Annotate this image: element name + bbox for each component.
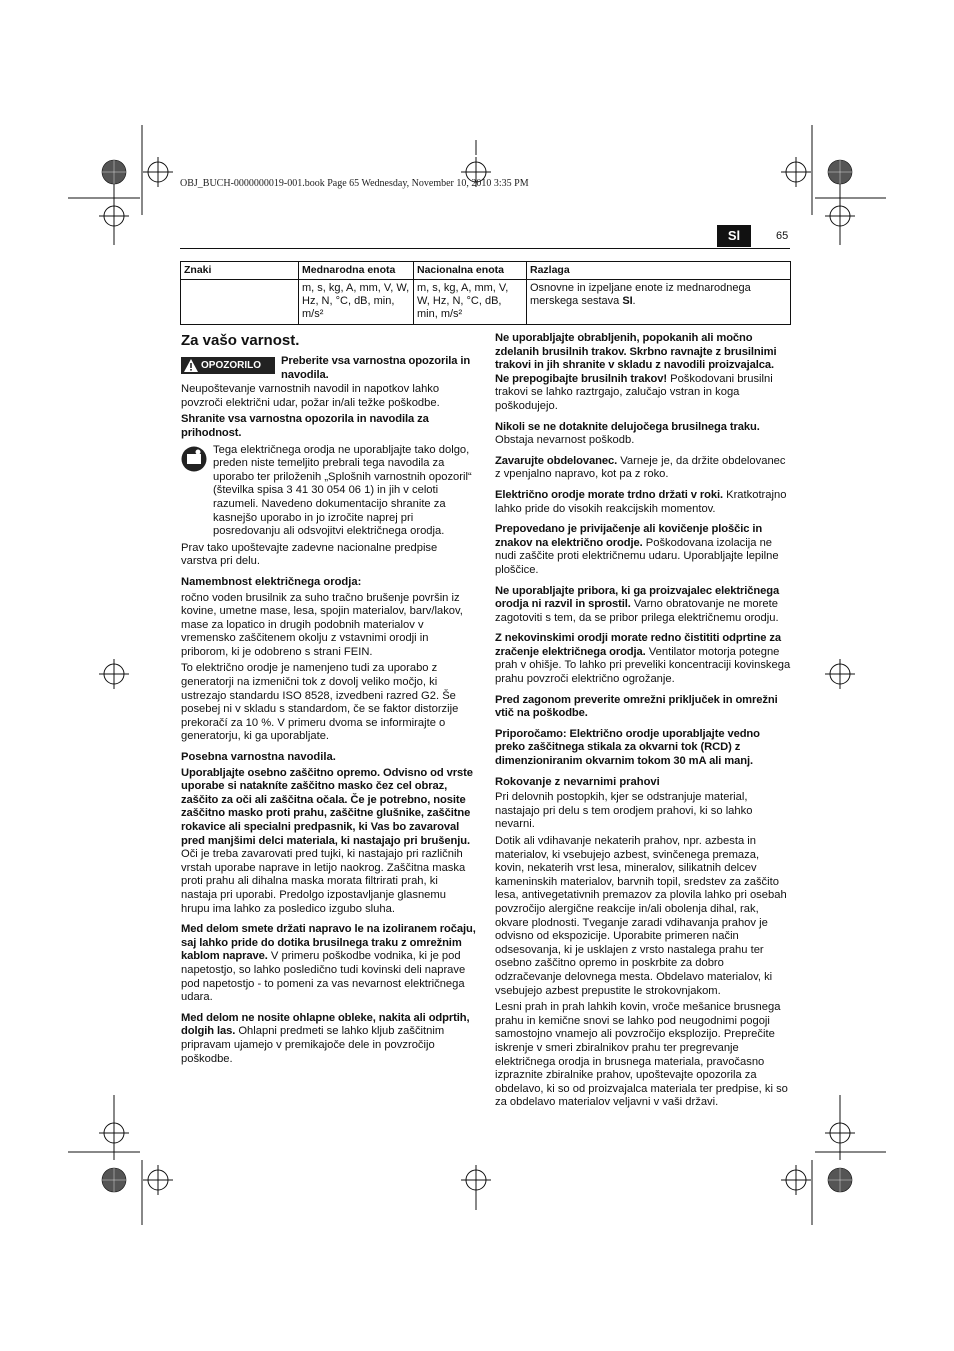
- clothes-paragraph: [181, 1012, 476, 1066]
- dust-paragraph-2: Dotik ali vdihavanje nekaterih prahov, npr. azbesta in materialov, ki vsebujejo azbest, svinčenega premaza, kovin, nekaterih vrst lesa, mineralov, silikatnih delcev kameninskih materialov, barvnih topil, sredstev za zaščito lesa, antivegetativnih premazov za plovila lahko pri osebah povzročijo alergične reakcije in/ali obolenja dihal, rak, okvare plodnosti. Tveganje zaradi vdihavanja prahov je odvisno od ekspozicije. Uporabite primeren način odsesovanja, ki je usklajen z vrsto nastalega prahu ter osebno zaščitno opremo in poskrbite za dobro odzračevanje delovnega mesta. Obdelavo materialov, ki vsebujejo azbest prepustite le strokovnjakom.: [495, 835, 787, 997]
- dust-paragraph-3: Lesni prah in prah lahkih kovin, vroče mešanice brusnega prahu in kemične snovi se lahko pod neugodnimi pogoji samostojno vnamejo ali povzročijo eksplozijo. Preprečite iskrenje v smeri zbiralnikov prahu ter pregrevanje električnega orodja in brusnega materiala, pravočasno izpraznite zbiralnike prahov, upoštevajte opozorila za obdelavo, ki so od proizvajalca materiala ter predpise, ki so za obdelavo materialov veljavni v vaši državi.: [495, 1001, 788, 1109]
- table-row: [181, 280, 791, 325]
- clean-text: Ventilator motorja potegne prah v ohišje. To lahko pri preveliki koncentraciji kovinskega prahu povzroči električno ogrožanje.: [495, 645, 791, 686]
- touch-paragraph: [495, 421, 791, 448]
- table-cell: m, s, kg, A, mm, V, W, Hz, N, °C, dB, min, m/s²: [299, 280, 414, 325]
- hold-bold: Električno orodje morate trdno držati v roki.: [495, 488, 723, 501]
- generator-text: To električno orodje je namenjeno tudi za uporabo z generatorji na izmenični tok z dovolj veliko močjo, ki ustrezajo standardu ISO 8528, izvedbeni razred G2. Še posebej ni v skladu s standardom, če se faktor distorzije prekoračí za 10 %. V primeru dvoma se informirajte o generatorju, ki ga uporabljate.: [181, 662, 459, 743]
- warning-label: OPOZORILO: [201, 359, 261, 371]
- header-rule: [180, 248, 790, 249]
- worn-text: Poškodovani brusilni trakovi se lahko raztrgajo, zalučajo vstran in koga poškodujejo.: [495, 372, 773, 412]
- ppe-text: Oči je treba zavarovati pred tujki, ki nastajajo pri različnih vrstah uporabe naprave in letijo naokrog. Zaščitna maska proti prahu ali dihalna maska morata filtrirati prah, ki nastaja pri uporabi. Predolgo izpostavljanje glasnemu hrupu ima lahko za posledico izgubo sluha.: [181, 848, 466, 915]
- table-header-cell: Razlaga: [527, 262, 791, 280]
- accessories-text: Varno obratovanje ne morete zagotoviti s tem, da se pribor prilega električnemu orodju.: [495, 598, 779, 624]
- hold-text: Kratkotrajno lahko pride do visokih reakcijskih momentov.: [495, 488, 787, 515]
- warning-badge: [181, 357, 275, 374]
- rcd-paragraph: [495, 728, 791, 769]
- plates-bold: Prepovedano je privijačenje ali kovičenje ploščic in znakov na električno orodje.: [495, 523, 763, 549]
- manual-block: [181, 444, 476, 542]
- accessories-paragraph: [495, 585, 791, 626]
- warning-triangle-icon: [183, 358, 199, 373]
- table-header-cell: Mednarodna enota: [299, 262, 414, 280]
- rcd-bold: Priporočamo: Električno orodje uporabljajte vedno preko zaščitnega stikala za okvarni tok (RCD) z dimenzioniranim okvarnim tokom 30 mA ali manj.: [495, 727, 760, 768]
- book-file-info: OBJ_BUCH-0000000019-001.book Page 65 Wednesday, November 10, 2010 3:35 PM: [180, 178, 529, 189]
- check-bold: Pred zagonom preverite omrežni priključek in omrežni vtič na poškodbe.: [495, 693, 778, 720]
- national-rules: Prav tako upoštevajte zadevne nacionalne predpise varstva pri delu.: [181, 541, 438, 568]
- units-table: [180, 261, 791, 325]
- page-number: 65: [776, 230, 789, 242]
- plates-text: Poškodovana izolacija ne nudi zaščite proti električnemu udaru. Uporabljajte lepilne ploščice.: [495, 536, 779, 576]
- insulated-text: V primeru poškodbe vodnika, ki je pod napetostjo, so lahko posledično tudi kovinski deli naprave pod napetostjo - to pomeni za vas nevarnost električnega udara.: [181, 950, 466, 1004]
- ppe-paragraph: [181, 767, 476, 917]
- units-table-header-row: [181, 262, 791, 280]
- accessories-bold: Ne uporabljajte pribora, ki ga proizvajalec električnega orodja ni razvil in sprostil.: [495, 584, 780, 611]
- check-paragraph: [495, 694, 791, 721]
- keep-instructions: [181, 413, 476, 440]
- special-heading: Posebna varnostna navodila.: [181, 751, 336, 764]
- secure-paragraph: [495, 455, 791, 482]
- worn-bold: Ne uporabljajte obrabljenih, popokanih ali močno zdelanih brusilnih trakov. Skrbno ravnajte z brusilnimi trakovi in jih shranite v skladu z navodili proizvajalca. Ne prepogibajte brusilnih trakov!: [495, 332, 777, 385]
- dust-heading: Rokovanje z nevarnimi prahovi: [495, 775, 660, 788]
- warning-lead: [281, 355, 476, 382]
- explanation-end: .: [632, 295, 636, 307]
- table-cell: [527, 280, 791, 325]
- warning-bold: Preberite vsa varnostna opozorila in navodila.: [281, 355, 471, 381]
- touch-bold: Nikoli se ne dotaknite delujočega brusilnega traku.: [495, 420, 760, 433]
- ppe-bold: Uporabljajte osebno zaščitno opremo. Odvisno od vrste uporabe si natakníte zaščitno masko čez cel obraz, zaščito za oči ali zaščitna očala. Če je potrebno, nosite zaščitno masko proti prahu, zaščitne glušnike, zaščitne rokavice ali specialni predpasnik, ki Vas bo zavaroval pred manjšimi delci materiala, ki nastajajo pri brušenju.: [181, 766, 473, 847]
- read-manual-icon: [181, 446, 207, 472]
- clean-paragraph: [495, 632, 791, 686]
- explanation-text: Osnovne in izpeljane enote iz mednarodnega merskega sestava: [530, 282, 751, 307]
- touch-text: Obstaja nevarnost poškodb.: [495, 434, 635, 447]
- warning-text: Neupoštevanje varnostnih navodil in napotkov lahko povzroči električni udar, požar in/ali težke poškodbe.: [181, 383, 440, 409]
- clothes-text: Ohlapni predmeti se lahko kljub zaščitnim pripravam ujamejo v premikajoče dele in povzročijo poškodbe.: [181, 1025, 445, 1065]
- table-header-cell: Nacionalna enota: [414, 262, 527, 280]
- plates-paragraph: [495, 523, 791, 577]
- manual-text: Tega električnega orodja ne uporabljajte tako dolgo, preden niste temeljito prebrali tega navodila za uporabo ter priloženih „Splošnih varnostnih opozoril“ (številka spisa 3 41 30 054 06 1) in jih v celoti razumeli. Navedeno dokumentacijo shranite za kasnejšo uporabo in jo izročite naprej pri posredovanju ali odsvojitvi električnega orodja.: [213, 443, 472, 538]
- secure-text: Varneje je, da držite obdelovanec z vpenjalno napravo, kot pa z roko.: [495, 454, 786, 481]
- table-cell: [181, 280, 299, 325]
- left-column: [181, 332, 476, 1069]
- insulated-bold: Med delom smete držati napravo le na izoliranem ročaju, saj lahko pride do dotika brusilnega traku z omrežnim kablom naprave.: [181, 923, 476, 963]
- warning-block: [181, 355, 476, 382]
- table-cell: m, s, kg, A, mm, V, W, Hz, N, °C, dB, min, m/s²: [414, 280, 527, 325]
- hold-paragraph: [495, 489, 791, 516]
- right-column: [495, 332, 791, 1113]
- secure-bold: Zavarujte obdelovanec.: [495, 454, 618, 467]
- purpose-heading: Namembnost električnega orodja:: [181, 575, 362, 588]
- si-abbrev: SI: [622, 295, 633, 307]
- purpose-text: ročno voden brusilnik za suho tračno brušenje površin iz kovine, umetne mase, lesa, spojin materialov, barv/lakov, mase za lopatico in drugih podobnih materialov v vremensko zaščitenem okolju z vstavnimi orodji in priborom, ki je odobreno s strani FEIN.: [181, 591, 463, 658]
- section-title: Za vašo varnost.: [181, 332, 300, 349]
- insulated-paragraph: [181, 923, 476, 1005]
- language-badge: Sl: [717, 225, 751, 247]
- dust-paragraph-1: Pri delovnih postopkih, kjer se odstranjuje material, nastajajo pri delu s tem orodjem prahovi, ki so lahko nevarni.: [495, 791, 753, 831]
- worn-belts-paragraph: [495, 332, 791, 414]
- clean-bold: Z nekovinskimi orodji morate redno čistititi odprtine za zračenje električnega orodja.: [495, 632, 781, 658]
- clothes-bold: Med delom ne nosite ohlapne obleke, nakita ali odprtih, dolgih las.: [181, 1011, 470, 1038]
- keep-instructions-bold: Shranite vsa varnostna opozorila in navodila za prihodnost.: [181, 413, 429, 439]
- table-header-cell: Znaki: [181, 262, 299, 280]
